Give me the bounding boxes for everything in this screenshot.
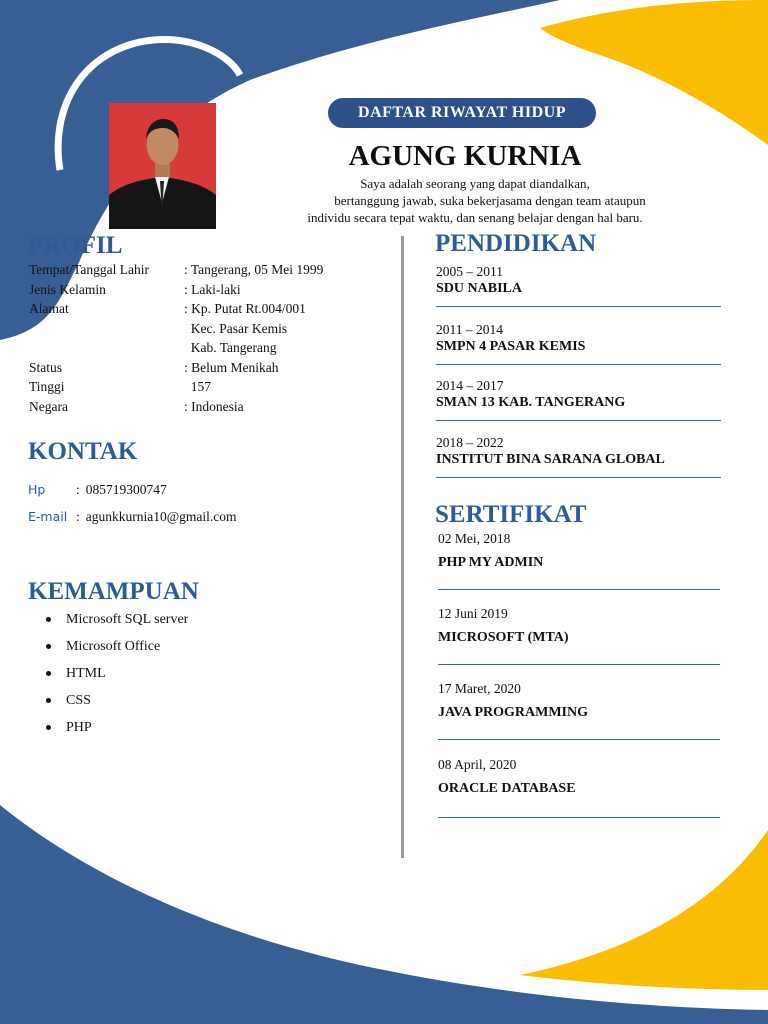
profile-label bbox=[29, 338, 184, 358]
profile-value: : Laki-laki bbox=[184, 281, 241, 297]
bullet-icon bbox=[46, 698, 51, 703]
education-school: SMAN 13 KAB. TANGERANG bbox=[436, 395, 626, 410]
summary-line: individu secara tepat waktu, dan senang belajar dengan hal baru. bbox=[307, 210, 643, 225]
phone-label: Hp bbox=[28, 482, 46, 497]
divider-line bbox=[438, 664, 720, 665]
certificate-title: PHP MY ADMIN bbox=[438, 555, 544, 570]
email-value[interactable]: agunkkurnia10@gmail.com bbox=[85, 509, 237, 524]
certificate-date: 17 Maret, 2020 bbox=[438, 681, 521, 696]
certificate-title: ORACLE DATABASE bbox=[438, 781, 576, 796]
skill-label: Microsoft SQL server bbox=[66, 612, 189, 627]
list-item bbox=[46, 714, 188, 741]
certificate-entry bbox=[438, 531, 720, 590]
list-item bbox=[46, 660, 188, 687]
education-entry bbox=[436, 377, 721, 421]
profile-details bbox=[29, 260, 323, 416]
certificate-entry bbox=[438, 606, 720, 665]
bullet-icon bbox=[46, 644, 51, 649]
divider-line bbox=[436, 364, 721, 365]
summary-text bbox=[255, 175, 695, 226]
list-item bbox=[46, 687, 188, 714]
email-label: E-mail bbox=[28, 509, 68, 524]
profile-label: Tinggi bbox=[29, 379, 65, 394]
skill-label: PHP bbox=[66, 720, 92, 735]
list-item bbox=[46, 606, 188, 633]
skill-label: CSS bbox=[66, 693, 91, 708]
profile-row bbox=[29, 319, 323, 339]
profile-photo bbox=[109, 103, 216, 229]
education-school: INSTITUT BINA SARANA GLOBAL bbox=[436, 452, 665, 467]
skill-label: HTML bbox=[66, 666, 106, 681]
profile-label: Negara bbox=[29, 398, 68, 414]
certificate-entry bbox=[438, 757, 720, 818]
education-school: SMPN 4 PASAR KEMIS bbox=[436, 339, 586, 354]
education-entry bbox=[436, 321, 721, 365]
profile-value: Kec. Pasar Kemis bbox=[184, 320, 288, 336]
phone-value[interactable]: 085719300747 bbox=[85, 482, 167, 497]
bullet-icon bbox=[46, 671, 51, 676]
profile-label: Status bbox=[29, 359, 63, 375]
education-years: 2011 – 2014 bbox=[436, 322, 503, 337]
certificate-entry bbox=[438, 681, 720, 740]
education-years: 2014 – 2017 bbox=[436, 378, 504, 393]
education-years: 2005 – 2011 bbox=[436, 264, 503, 279]
profile-label: Jenis Kelamin bbox=[29, 281, 106, 297]
profile-value: : Kp. Putat Rt.004/001 bbox=[184, 301, 306, 316]
profile-row bbox=[29, 299, 323, 319]
contact-heading: KONTAK bbox=[28, 438, 138, 465]
profile-row bbox=[29, 338, 323, 358]
divider-line bbox=[438, 589, 720, 590]
summary-line: Saya adalah seorang yang dapat diandalkan, bbox=[360, 176, 590, 191]
profile-row bbox=[29, 397, 323, 417]
education-years: 2018 – 2022 bbox=[436, 435, 504, 450]
profile-value: : Belum Menikah bbox=[184, 359, 279, 375]
contact-email bbox=[28, 509, 237, 525]
profile-label: Alamat bbox=[29, 301, 69, 316]
profile-label bbox=[29, 319, 184, 339]
profile-row bbox=[29, 358, 323, 378]
divider-line bbox=[438, 739, 720, 740]
column-divider bbox=[401, 236, 404, 858]
profile-row bbox=[29, 260, 323, 280]
contact-phone bbox=[28, 482, 167, 498]
certificate-title: MICROSOFT (MTA) bbox=[438, 630, 569, 645]
profile-row bbox=[29, 377, 323, 397]
divider-line bbox=[436, 420, 721, 421]
profile-value: Kab. Tangerang bbox=[184, 340, 277, 355]
profile-value: 157 bbox=[184, 379, 211, 394]
skill-label: Microsoft Office bbox=[66, 639, 161, 654]
divider-line bbox=[438, 817, 720, 818]
education-entry bbox=[436, 434, 721, 478]
education-entry bbox=[436, 263, 721, 307]
profile-value: : Indonesia bbox=[184, 398, 244, 414]
phone-separator: : bbox=[76, 482, 80, 497]
profile-value: : Tangerang, 05 Mei 1999 bbox=[184, 262, 324, 277]
certificates-heading: SERTIFIKAT bbox=[435, 501, 587, 528]
divider-line bbox=[436, 306, 721, 307]
bullet-icon bbox=[46, 725, 51, 730]
profile-row bbox=[29, 280, 323, 300]
profile-heading: PROFIL bbox=[28, 232, 123, 259]
certificate-date: 08 April, 2020 bbox=[438, 757, 517, 772]
bullet-icon bbox=[46, 617, 51, 622]
certificate-date: 12 Juni 2019 bbox=[438, 606, 508, 621]
list-item bbox=[46, 633, 188, 660]
person-name: AGUNG KURNIA bbox=[348, 140, 582, 172]
skills-list bbox=[46, 606, 188, 741]
certificate-date: 02 Mei, 2018 bbox=[438, 531, 511, 546]
education-school: SDU NABILA bbox=[436, 281, 522, 296]
summary-line: bertanggung jawab, suka bekerjasama dengan team ataupun bbox=[334, 193, 646, 208]
divider-line bbox=[436, 477, 721, 478]
skills-heading: KEMAMPUAN bbox=[28, 578, 199, 605]
document-title-banner: DAFTAR RIWAYAT HIDUP bbox=[328, 98, 596, 128]
education-heading: PENDIDIKAN bbox=[435, 230, 597, 257]
certificate-title: JAVA PROGRAMMING bbox=[438, 705, 588, 720]
email-separator: : bbox=[76, 509, 80, 524]
profile-label: Tempat/Tanggal Lahir bbox=[29, 262, 149, 277]
